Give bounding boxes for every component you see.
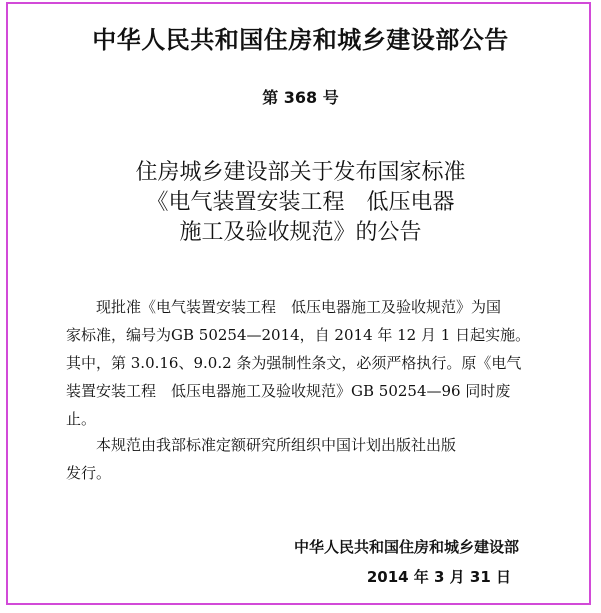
paragraph-line: 装置安装工程 低压电器施工及验收规范》GB 50254—96 同时废 xyxy=(66,382,511,400)
paragraph-line: 本规范由我部标准定额研究所组织中国计划出版社出版 xyxy=(96,436,457,454)
paragraph-line: 其中，第 3.0.16、9.0.2 条为强制性条文，必须严格执行。原《电气 xyxy=(66,354,522,372)
headline-line: 施工及验收规范》的公告 xyxy=(179,220,422,245)
paragraph-line: 发行。 xyxy=(66,464,112,482)
body-paragraph-approval xyxy=(66,293,531,433)
issuer-name: 中华人民共和国住房和城乡建设部 xyxy=(293,538,519,556)
body-paragraph-publication xyxy=(66,431,526,487)
announcement-number: 第 368 号 xyxy=(262,88,339,107)
signature-block xyxy=(294,532,519,592)
headline-line: 《电气装置安装工程 低压电器 xyxy=(146,190,455,215)
paragraph-line: 止。 xyxy=(66,410,97,428)
paragraph-line: 家标准，编号为GB 50254—2014，自 2014 年 12 月 1 日起实施。 xyxy=(66,326,531,344)
issue-date: 2014 年 3 月 31 日 xyxy=(366,568,511,586)
headline-line: 住房城乡建设部关于发布国家标准 xyxy=(135,160,466,185)
document-title: 中华人民共和国住房和城乡建设部公告 xyxy=(92,26,509,54)
announcement-headline xyxy=(0,158,601,248)
paragraph-line: 现批准《电气装置安装工程 低压电器施工及验收规范》为国 xyxy=(96,298,502,316)
